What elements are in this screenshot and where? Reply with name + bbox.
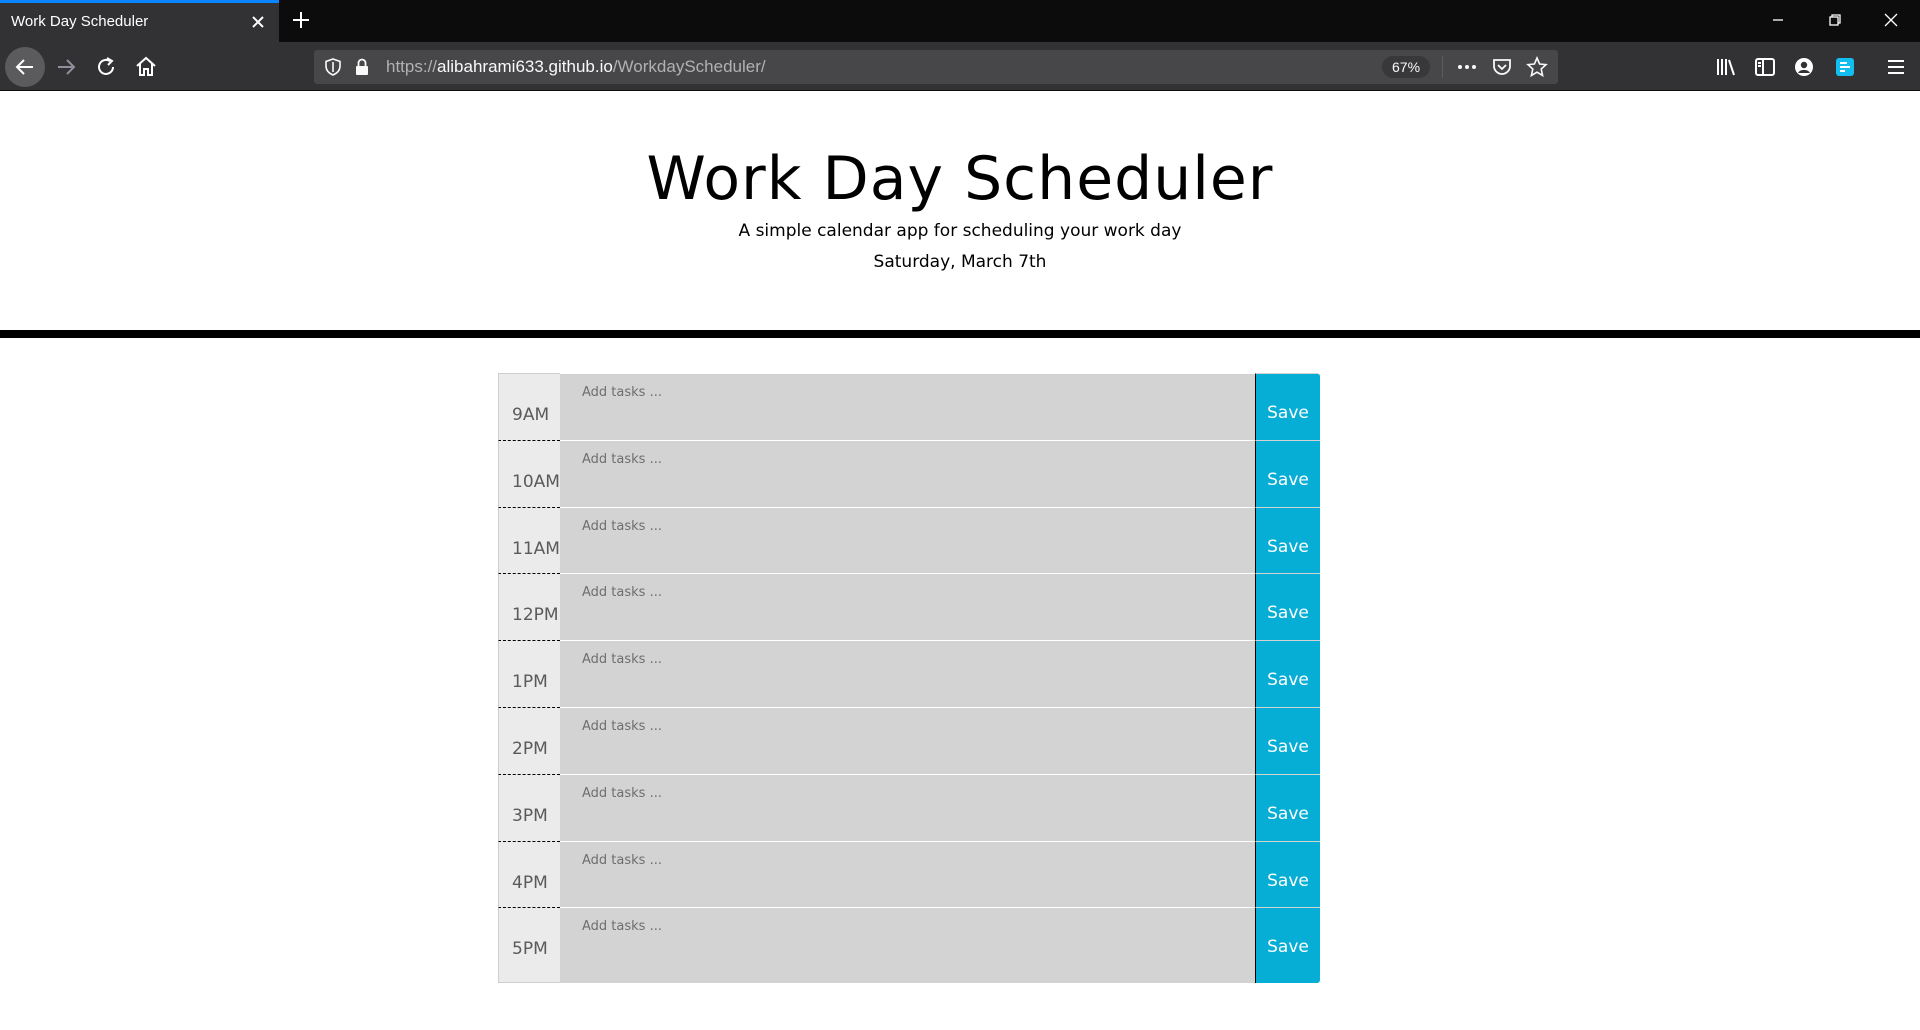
account-icon[interactable] bbox=[1792, 55, 1816, 79]
home-icon[interactable] bbox=[134, 55, 158, 79]
back-arrow-icon bbox=[13, 55, 37, 79]
hour-label: 3PM bbox=[498, 774, 560, 841]
navigation-toolbar bbox=[0, 42, 1920, 91]
task-textarea[interactable]: Add tasks ... bbox=[560, 774, 1256, 841]
time-block-1pm bbox=[498, 640, 1320, 707]
tab-title: Work Day Scheduler bbox=[11, 13, 149, 30]
time-block-2pm bbox=[498, 707, 1320, 774]
task-textarea[interactable]: Add tasks ... bbox=[560, 373, 1256, 440]
reload-icon[interactable] bbox=[94, 55, 118, 79]
tab-work-day-scheduler[interactable] bbox=[0, 0, 279, 42]
task-textarea[interactable]: Add tasks ... bbox=[560, 573, 1256, 640]
hour-label: 4PM bbox=[498, 841, 560, 908]
tab-strip bbox=[0, 0, 1920, 42]
save-button[interactable]: Save bbox=[1256, 841, 1320, 908]
url-text[interactable] bbox=[386, 57, 766, 77]
time-block-9am bbox=[498, 373, 1320, 440]
library-icon[interactable] bbox=[1714, 55, 1738, 79]
save-button[interactable]: Save bbox=[1256, 907, 1320, 983]
more-actions-icon[interactable] bbox=[1456, 57, 1478, 77]
close-window-icon[interactable] bbox=[1880, 9, 1902, 31]
sidebar-icon[interactable] bbox=[1753, 55, 1777, 79]
task-textarea[interactable]: Add tasks ... bbox=[560, 640, 1256, 707]
new-tab-icon[interactable] bbox=[290, 9, 312, 31]
save-button[interactable]: Save bbox=[1256, 707, 1320, 774]
save-button[interactable]: Save bbox=[1256, 507, 1320, 574]
hour-label: 5PM bbox=[498, 907, 560, 983]
pocket-icon[interactable] bbox=[1492, 57, 1512, 77]
save-button[interactable]: Save bbox=[1256, 373, 1320, 440]
back-button[interactable] bbox=[5, 47, 45, 87]
task-textarea[interactable]: Add tasks ... bbox=[560, 440, 1256, 507]
hour-label: 12PM bbox=[498, 573, 560, 640]
time-block-12pm bbox=[498, 573, 1320, 640]
time-block-5pm bbox=[498, 907, 1320, 974]
current-date: Saturday, March 7th bbox=[873, 252, 1047, 272]
bookmark-star-icon[interactable] bbox=[1526, 56, 1548, 78]
tracking-shield-icon[interactable] bbox=[324, 58, 342, 76]
address-bar[interactable] bbox=[314, 50, 1558, 84]
task-textarea[interactable]: Add tasks ... bbox=[560, 841, 1256, 908]
page-content bbox=[0, 92, 1920, 1030]
schedule-container bbox=[498, 373, 1320, 974]
save-button[interactable]: Save bbox=[1256, 440, 1320, 507]
page-title: Work Day Scheduler bbox=[646, 144, 1274, 214]
zoom-level-badge[interactable]: 67% bbox=[1382, 56, 1430, 78]
task-textarea[interactable]: Add tasks ... bbox=[560, 907, 1256, 983]
time-block-4pm bbox=[498, 841, 1320, 908]
url-prefix: https:// bbox=[386, 57, 438, 76]
restore-icon[interactable] bbox=[1824, 9, 1846, 31]
hour-label: 9AM bbox=[498, 373, 560, 440]
page-subtitle: A simple calendar app for scheduling your work day bbox=[738, 221, 1182, 241]
task-textarea[interactable]: Add tasks ... bbox=[560, 707, 1256, 774]
extension-icon[interactable] bbox=[1833, 55, 1857, 79]
forward-arrow-icon[interactable] bbox=[54, 55, 78, 79]
minimize-icon[interactable] bbox=[1767, 9, 1789, 31]
time-block-11am bbox=[498, 507, 1320, 574]
save-button[interactable]: Save bbox=[1256, 774, 1320, 841]
url-host: alibahrami633.github.io bbox=[437, 57, 613, 76]
lock-icon[interactable] bbox=[353, 57, 371, 77]
hour-label: 1PM bbox=[498, 640, 560, 707]
hour-label: 10AM bbox=[498, 440, 560, 507]
hour-label: 11AM bbox=[498, 507, 560, 574]
time-block-3pm bbox=[498, 774, 1320, 841]
time-block-10am bbox=[498, 440, 1320, 507]
save-button[interactable]: Save bbox=[1256, 640, 1320, 707]
url-path: /WorkdayScheduler/ bbox=[612, 57, 766, 76]
save-button[interactable]: Save bbox=[1256, 573, 1320, 640]
close-tab-icon[interactable] bbox=[248, 12, 268, 32]
hamburger-menu-icon[interactable] bbox=[1884, 55, 1908, 79]
url-separator bbox=[1442, 56, 1443, 78]
header-jumbotron bbox=[0, 92, 1920, 338]
task-textarea[interactable]: Add tasks ... bbox=[560, 507, 1256, 574]
hour-label: 2PM bbox=[498, 707, 560, 774]
